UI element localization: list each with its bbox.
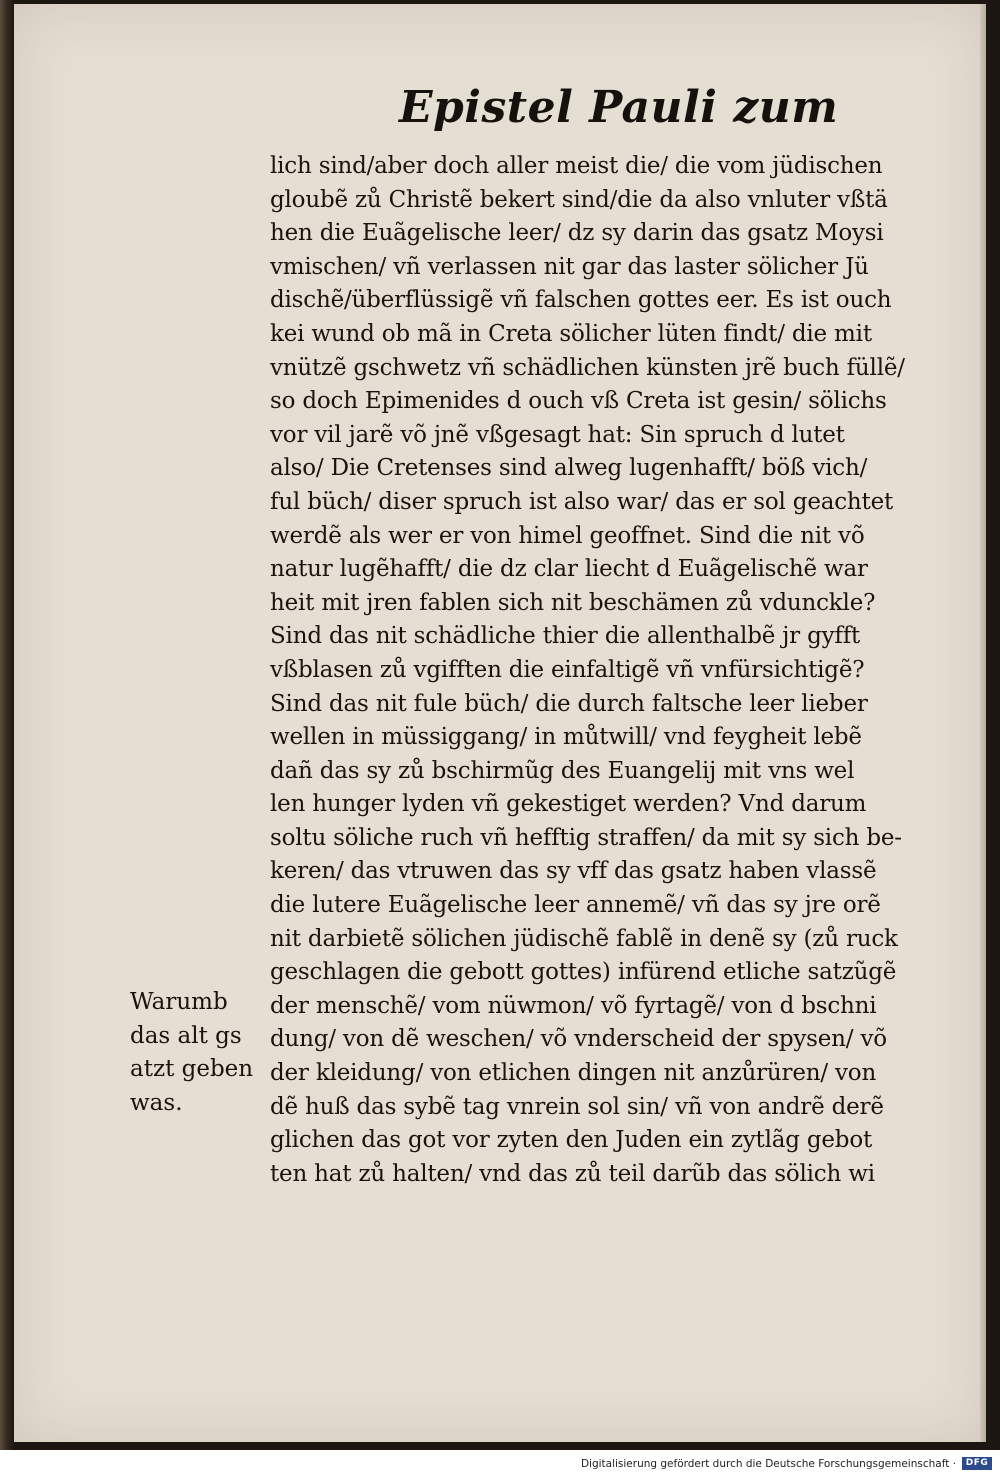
text-line: werdẽ als wer er von himel geoffnet. Sind die nit võ	[270, 522, 865, 549]
main-text-block	[270, 150, 982, 1191]
text-line: len hunger lyden vñ gekestiget werden? Vnd darum	[270, 791, 867, 818]
text-line: geschlagen die gebott gottes) infürend etliche satzũgẽ	[270, 959, 897, 986]
text-line: heit mit jren fablen sich nit beschämen zů vdunckle?	[270, 589, 876, 616]
margin-gloss-line: atzt geben	[130, 1056, 254, 1083]
text-line: ful büch/ diser spruch ist also war/ das er sol geachtet	[270, 488, 894, 515]
running-head: Epistel Pauli zum	[399, 82, 839, 133]
text-line: dung/ von dẽ weschen/ võ vnderscheid der spysen/ võ	[270, 1026, 887, 1053]
dfg-logo: DFG	[962, 1457, 992, 1470]
text-line: nit darbietẽ sölichen jüdischẽ fablẽ in denẽ sy (zů ruck	[270, 925, 898, 952]
text-line: vor vil jarẽ võ jnẽ vßgesagt hat: Sin spruch d lutet	[270, 421, 845, 448]
text-line: glichen das got vor zyten den Juden ein zytlãg gebot	[270, 1127, 873, 1154]
text-line: wellen in müssiggang/ in můtwill/ vnd feygheit lebẽ	[270, 724, 862, 751]
text-line: vnützẽ gschwetz vñ schädlichen künsten jrẽ buch füllẽ/	[270, 354, 905, 381]
margin-gloss	[130, 986, 280, 1120]
text-line: natur lugẽhafft/ die dz clar liecht d Euãgelischẽ war	[270, 556, 868, 583]
text-line: keren/ das vtruwen das sy vff das gsatz haben vlassẽ	[270, 858, 877, 885]
footer-credit: Digitalisierung gefördert durch die Deutsche Forschungsgemeinschaft ·	[580, 1458, 956, 1470]
text-line: Sind das nit fule büch/ die durch faltsche leer lieber	[270, 690, 868, 717]
text-line: dischẽ/überflüssigẽ vñ falschen gottes eer. Es ist ouch	[270, 287, 892, 314]
text-line: dẽ huß das sybẽ tag vnrein sol sin/ vñ von andrẽ derẽ	[270, 1093, 884, 1120]
text-line: ten hat zů halten/ vnd das zů teil darũb das sölich wi	[270, 1160, 875, 1187]
text-line: kei wund ob mã in Creta sölicher lüten findt/ die mit	[270, 320, 872, 347]
text-line: Sind das nit schädliche thier die allenthalbẽ jr gyfft	[270, 623, 861, 650]
text-line: so doch Epimenides d ouch vß Creta ist gesin/ sölichs	[270, 388, 887, 415]
text-line: lich sind/aber doch aller meist die/ die vom jüdischen	[270, 153, 883, 179]
text-line: der menschẽ/ vom nüwmon/ võ fyrtagẽ/ von d bschni	[270, 992, 877, 1019]
margin-gloss-line: was.	[130, 1089, 183, 1116]
footer-bar	[0, 1450, 1000, 1478]
text-line: soltu söliche ruch vñ hefftig straffen/ da mit sy sich be-	[270, 824, 902, 851]
text-line: also/ Die Cretenses sind alweg lugenhafft/ böß vich/	[270, 455, 868, 482]
margin-gloss-line: das alt gs	[130, 1022, 242, 1049]
margin-gloss-line: Warumb	[130, 989, 228, 1015]
text-line: dañ das sy zů bschirmũg des Euangelij mit vns wel	[270, 757, 855, 784]
text-line: die lutere Euãgelische leer annemẽ/ vñ das sy jre orẽ	[270, 892, 881, 919]
text-line: gloubẽ zů Christẽ bekert sind/die da also vnluter vßtä	[270, 186, 888, 213]
text-line: vmischen/ vñ verlassen nit gar das laster sölicher Jü	[270, 253, 869, 280]
book-page	[14, 4, 986, 1442]
text-line: vßblasen zů vgifften die einfaltigẽ vñ vnfürsichtigẽ?	[270, 656, 865, 683]
text-line: hen die Euãgelische leer/ dz sy darin das gsatz Moysi	[270, 220, 884, 247]
text-line: der kleidung/ von etlichen dingen nit anzůrüren/ von	[270, 1060, 877, 1087]
